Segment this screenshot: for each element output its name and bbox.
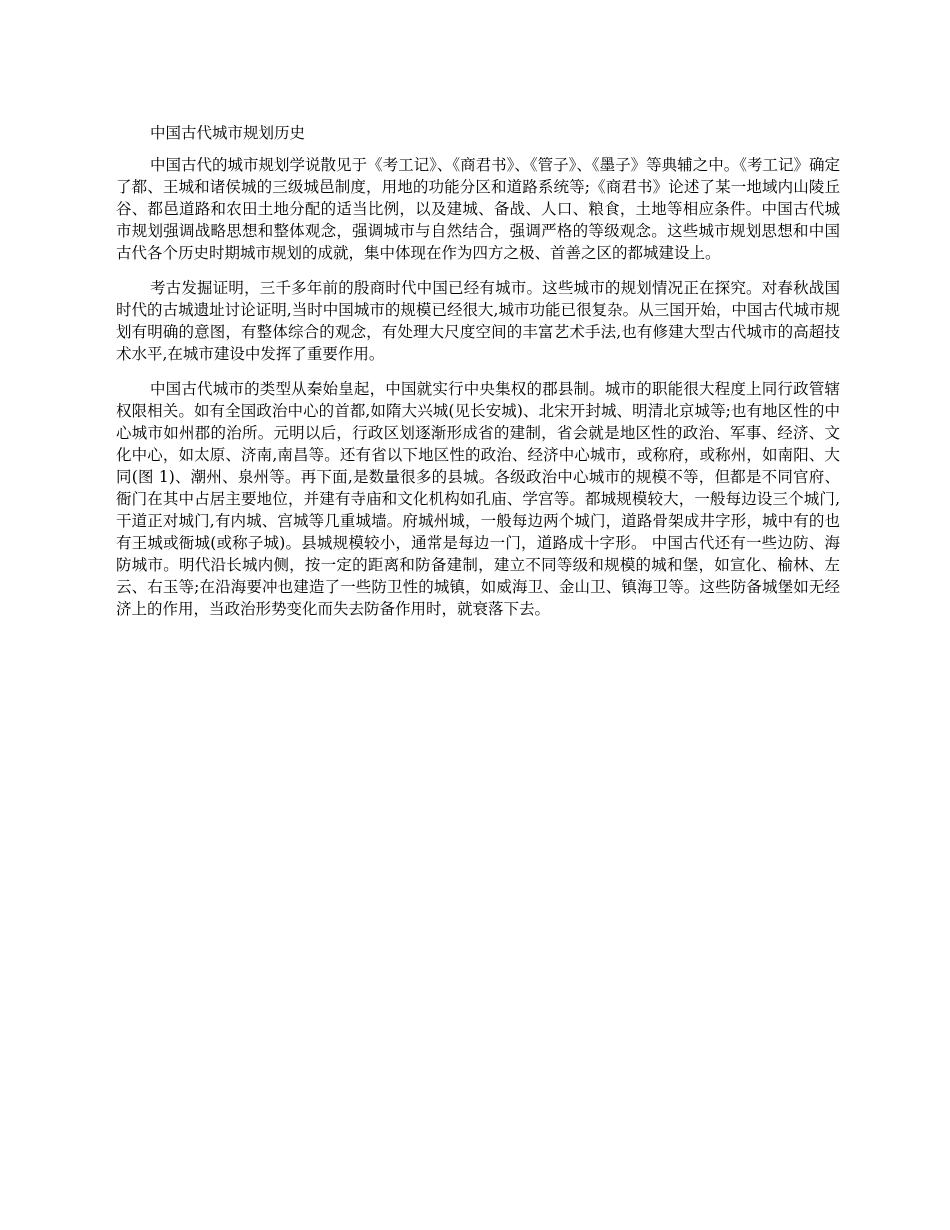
paragraph-city-types: 中国古代城市的类型从秦始皇起，中国就实行中央集权的郡县制。城市的职能很大程度上同行政管辖权限相关。如有全国政治中心的首都,如隋大兴城(见长安城)、北宋开封城、明清北京城等;也有地区性的中心城市如州郡的治所。元明以后，行政区划逐渐形成省的建制，省会就是地区性的政治、军事、经济、文化中心，如太原、济南,南昌等。还有省以下地区性的政治、经济中心城市，或称府，或称州，如南阳、大同(图 1)、潮州、泉州等。再下面,是数量很多的县城。各级政治中心城市的规模不等，但都是不同官府、衙门在其中占居主要地位，并建有寺庙和文化机构如孔庙、学宫等。都城规模较大，一般每边设三个城门,干道正对城门,有内城、宫城等几重城墙。府城州城，一般每边两个城门，道路骨架成井字形，城中有的也有王城或衙城(或称子城)。县城规模较小，通常是每边一门，道路成十字形。 中国古代还有一些边防、海防城市。明代沿长城内侧，按一定的距离和防备建制，建立不同等级和规模的城和堡，如宣化、榆林、左云、右玉等;在沿海要冲也建造了一些防卫性的城镇，如威海卫、金山卫、镇海卫等。这些防备城堡如无经济上的作用，当政治形势变化而失去防备作用时，就衰落下去。 — [116, 380, 840, 618]
paragraph-planning-theory: 中国古代的城市规划学说散见于《考工记》、《商君书》、《管子》、《墨子》等典辅之中。《考工记》确定了都、王城和诸侯城的三级城邑制度，用地的功能分区和道路系统等;《商君书》论述了某一地域内山陵丘谷、都邑道路和农田土地分配的适当比例，以及建城、备战、人口、粮食，土地等相应条件。中国古代城市规划强调战略思想和整体观念，强调城市与自然结合，强调严格的等级观念。这些城市规划思想和中国古代各个历史时期城市规划的成就，集中体现在作为四方之极、首善之区的都城建设上。 — [116, 156, 840, 262]
document-title: 中国古代城市规划历史 — [150, 124, 306, 142]
document-page — [116, 122, 840, 633]
paragraph-archaeology: 考古发掘证明，三千多年前的殷商时代中国已经有城市。这些城市的规划情况正在探究。对春秋战国时代的古城遗址讨论证明,当时中国城市的规模已经很大,城市功能已很复杂。从三国开始，中国古代城市规划有明确的意图，有整体综合的观念，有处理大尺度空间的丰富艺术手法,也有修建大型古代城市的高超技术水平,在城市建设中发挥了重要作用。 — [116, 279, 840, 363]
